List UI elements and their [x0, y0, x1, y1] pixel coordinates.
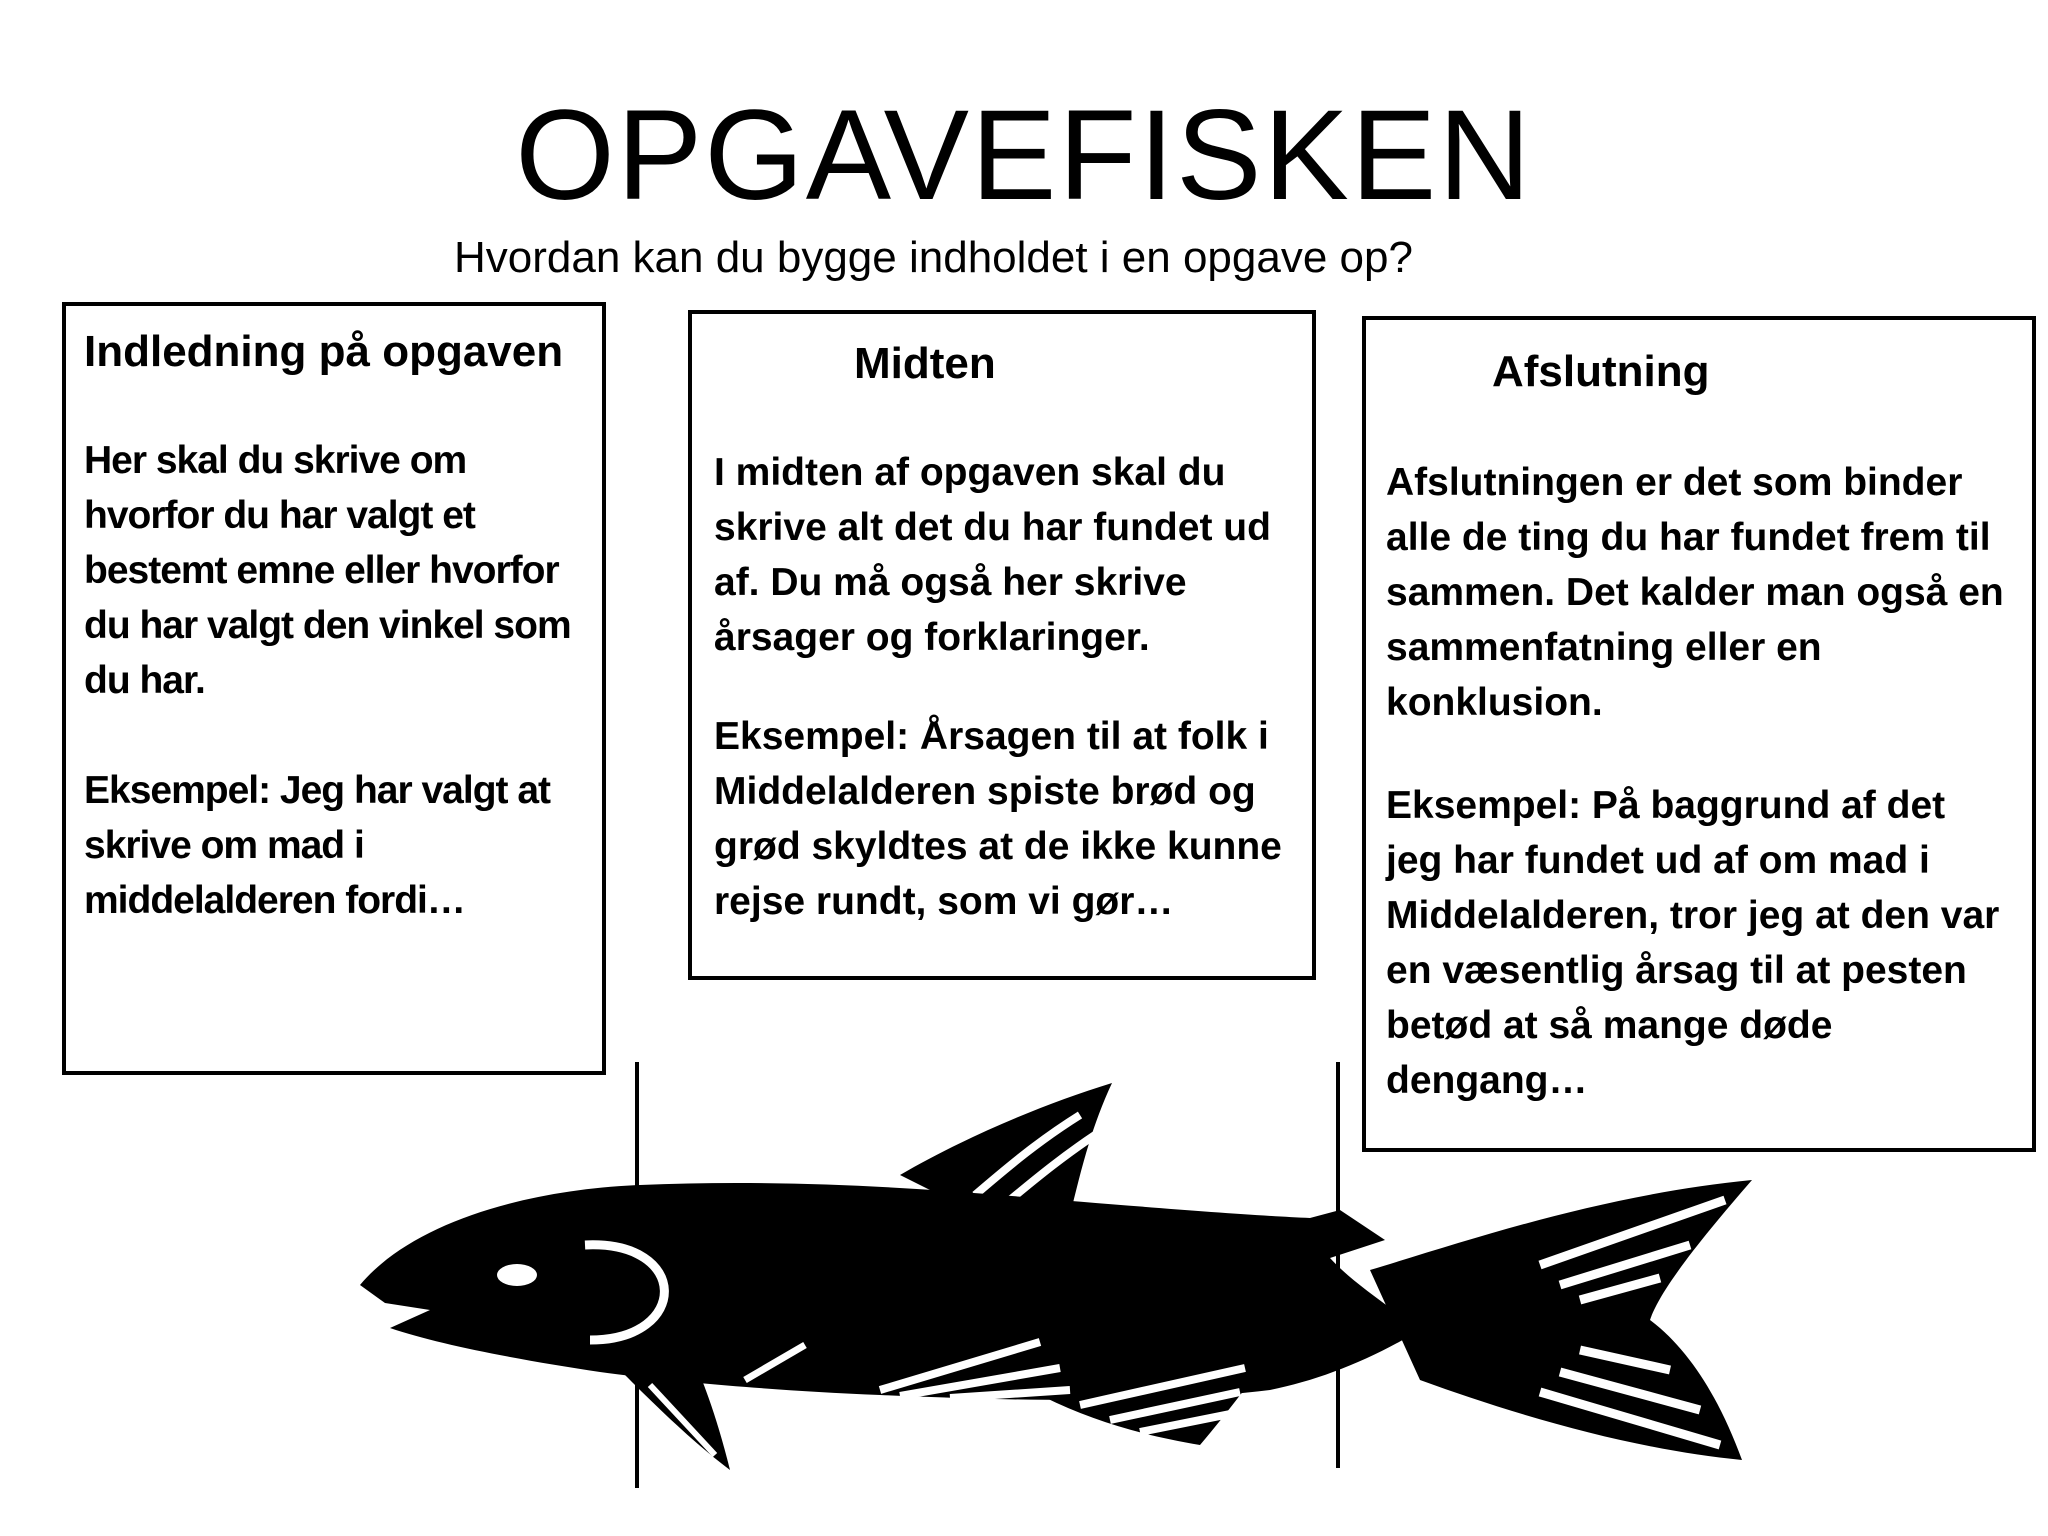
- middle-body: I midten af opgaven skal du skrive alt det du har fundet ud af. Du må også her skrive årsager og forklaringer.: [714, 450, 1271, 659]
- tail-fin: [1370, 1180, 1752, 1460]
- ending-example: Eksempel: På baggrund af det jeg har fundet ud af om mad i Middelalderen, tror jeg at den var en væsentlig årsag til at pesten betød at så mange døde dengang…: [1386, 783, 2000, 1102]
- page-title: OPGAVEFISKEN: [515, 84, 1533, 227]
- pectoral-fin: [620, 1370, 730, 1470]
- intro-heading: Indledning på opgaven: [84, 327, 564, 376]
- fish-eye: [497, 1264, 537, 1286]
- ending-heading: Afslutning: [1492, 347, 1710, 396]
- dorsal-fin: [900, 1083, 1112, 1215]
- intro-body: Her skal du skrive om hvorfor du har valgt et bestemt emne eller hvorfor du har valgt den vinkel som du har.: [84, 438, 571, 702]
- middle-box: [688, 310, 1316, 980]
- intro-box: [62, 302, 606, 1075]
- gill-arc: [585, 1245, 664, 1340]
- middle-example: Eksempel: Årsagen til at folk i Middelalderen spiste brød og grød skyldtes at de ikke kunne rejse rundt, som vi gør…: [714, 714, 1282, 923]
- middle-heading: Midten: [854, 339, 996, 388]
- fish-body: [360, 1183, 1420, 1400]
- ending-box: [1362, 316, 2036, 1152]
- ending-body: Afslutningen er det som binder alle de ting du har fundet frem til sammen. Det kalder man også en sammenfatning eller en konklusion.: [1386, 460, 2004, 724]
- intro-example: Eksempel: Jeg har valgt at skrive om mad i middelalderen fordi…: [84, 768, 551, 922]
- page-subtitle: Hvordan kan du bygge indholdet i en opgave op?: [454, 233, 1413, 282]
- anal-fin: [1040, 1360, 1270, 1445]
